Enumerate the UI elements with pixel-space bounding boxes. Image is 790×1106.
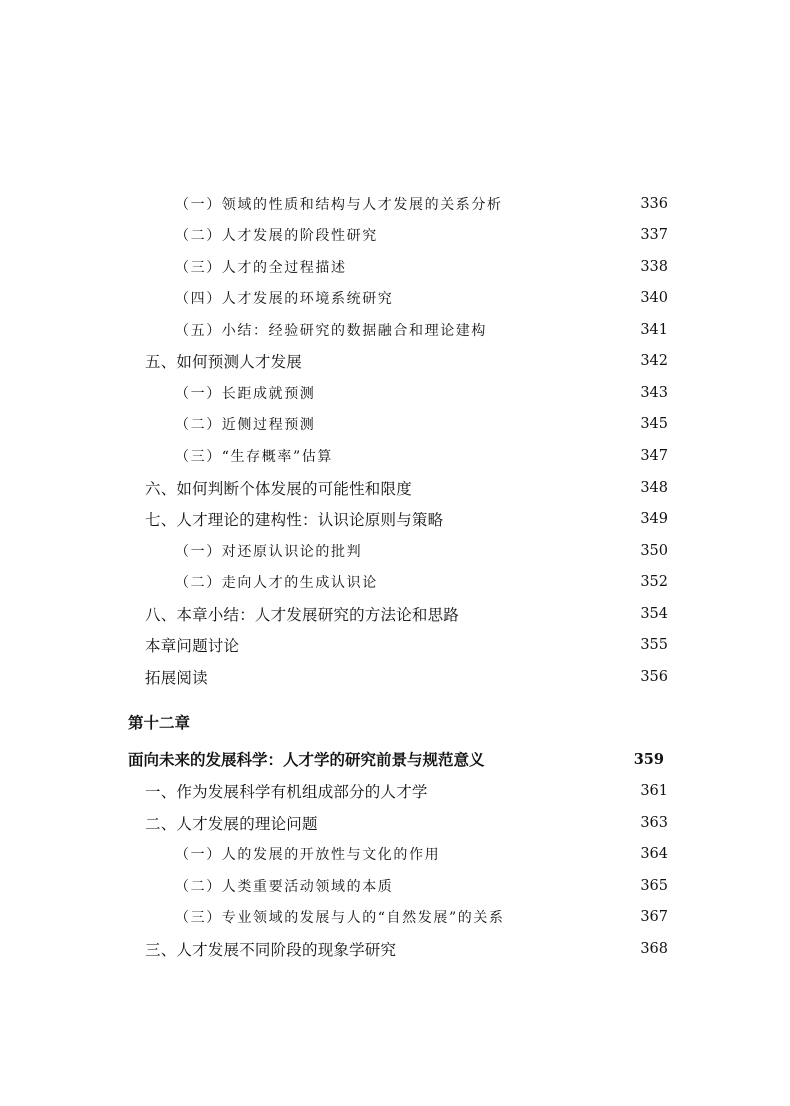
toc-entry-page: 367 xyxy=(640,909,668,925)
toc-entry-page: 348 xyxy=(640,480,668,496)
chapter-title: 面向未来的发展科学：人才学的研究前景与规范意义 xyxy=(128,750,485,769)
toc-entry-page: 343 xyxy=(640,385,668,401)
chapter-page: 359 xyxy=(633,750,664,768)
toc-entry-title: （五）小结：经验研究的数据融合和理论建构 xyxy=(175,323,487,339)
toc-entry xyxy=(145,810,318,836)
toc-entry xyxy=(175,191,503,217)
toc-entry xyxy=(145,475,412,501)
toc-entry-page: 354 xyxy=(640,606,668,622)
toc-entry xyxy=(175,222,378,248)
toc-entry-title: 六、如何判断个体发展的可能性和限度 xyxy=(145,480,412,498)
toc-entry-title: （二）人类重要活动领域的本质 xyxy=(175,879,394,895)
toc-entry-page: 365 xyxy=(640,878,668,894)
toc-entry xyxy=(175,538,362,564)
toc-entry-title: （一）对还原认识论的批判 xyxy=(175,544,363,560)
toc-entry xyxy=(175,285,393,311)
toc-entry-title: （一）领域的性质和结构与人才发展的关系分析 xyxy=(175,197,503,213)
toc-entry-page: 349 xyxy=(640,511,668,527)
toc-entry xyxy=(145,601,459,627)
toc-entry-page: 355 xyxy=(640,637,668,653)
toc-entry xyxy=(175,443,333,469)
toc-entry xyxy=(145,632,239,658)
toc-entry xyxy=(175,569,378,595)
toc-entry-page: 336 xyxy=(640,196,668,212)
toc-entry xyxy=(175,411,315,437)
chapter-label: 第十二章 xyxy=(128,713,191,732)
toc-entry-title: 八、本章小结：人才发展研究的方法论和思路 xyxy=(145,606,460,624)
toc-entry xyxy=(145,936,396,962)
toc-entry xyxy=(145,778,428,804)
toc-entry-title: （二）人才发展的阶段性研究 xyxy=(175,228,378,244)
toc-entry-page: 363 xyxy=(640,815,668,831)
toc-entry xyxy=(175,841,440,867)
toc-entry-page: 356 xyxy=(640,669,668,685)
toc-entry xyxy=(175,873,393,899)
toc-entry xyxy=(145,506,443,532)
toc-entry-page: 341 xyxy=(640,322,668,338)
toc-entry-page: 368 xyxy=(640,941,668,957)
toc-entry-title: （二）走向人才的生成认识论 xyxy=(175,575,378,591)
toc-entry-page: 361 xyxy=(640,783,668,799)
toc-entry xyxy=(145,664,208,690)
toc-entry-title: （三）人才的全过程描述 xyxy=(175,260,347,276)
toc-entry-title: 二、人才发展的理论问题 xyxy=(145,815,318,833)
toc-entry xyxy=(175,317,487,343)
toc-entry xyxy=(175,380,315,406)
toc-entry-page: 338 xyxy=(640,259,668,275)
toc-entry-title: 拓展阅读 xyxy=(145,669,208,687)
toc-entry-page: 345 xyxy=(640,416,668,432)
toc-entry-page: 352 xyxy=(640,574,668,590)
toc-entry-title: 一、作为发展科学有机组成部分的人才学 xyxy=(145,783,428,801)
toc-entry-title: 七、人才理论的建构性：认识论原则与策略 xyxy=(145,511,444,529)
toc-entry xyxy=(175,904,505,930)
toc-entry-title: （一）长距成就预测 xyxy=(175,386,316,402)
toc-entry-page: 340 xyxy=(640,290,668,306)
toc-entry-title: （二）近侧过程预测 xyxy=(175,417,316,433)
toc-entry-title: 五、如何预测人才发展 xyxy=(145,353,303,371)
toc-entry-page: 337 xyxy=(640,227,668,243)
toc-entry-title: （四）人才发展的环境系统研究 xyxy=(175,291,394,307)
toc-entry-title: 本章问题讨论 xyxy=(145,637,240,655)
toc-entry-title: 三、人才发展不同阶段的现象学研究 xyxy=(145,941,397,959)
toc-entry-page: 364 xyxy=(640,846,668,862)
toc-entry-title: （三）专业领域的发展与人的“自然发展”的关系 xyxy=(175,910,505,926)
toc-entry xyxy=(145,348,302,374)
toc-entry xyxy=(175,254,347,280)
toc-entry-page: 342 xyxy=(640,353,668,369)
toc-entry-title: （三）“生存概率”估算 xyxy=(175,449,333,465)
toc-entry-title: （一）人的发展的开放性与文化的作用 xyxy=(175,847,441,863)
toc-entry-page: 350 xyxy=(640,543,668,559)
toc-entry-page: 347 xyxy=(640,448,668,464)
